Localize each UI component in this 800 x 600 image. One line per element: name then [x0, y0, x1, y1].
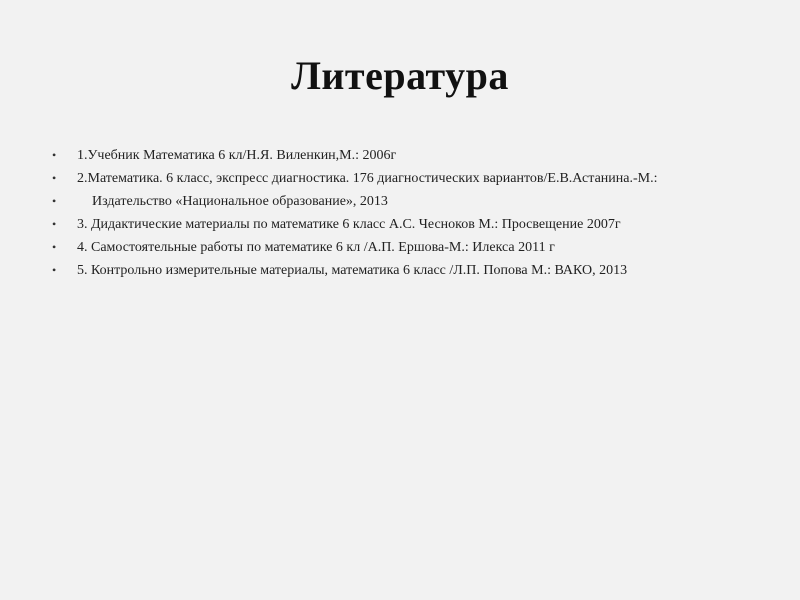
- bullet-icon: •: [52, 217, 57, 231]
- list-item-text: Издательство «Национальное образование», 2013: [92, 194, 388, 209]
- bullet-icon: •: [52, 171, 57, 185]
- bullet-icon: •: [52, 148, 57, 162]
- list-item: [52, 190, 772, 213]
- bullet-icon: •: [52, 240, 57, 254]
- bullet-icon: •: [52, 194, 57, 208]
- list-item-text: 2.Математика. 6 класс, экспресс диагностика. 176 диагностических вариантов/Е.В.Астанина.-М.:: [77, 171, 658, 186]
- list-item-text: 4. Самостоятельные работы по математике 6 кл /А.П. Ершова-М.: Илекса 2011 г: [77, 240, 555, 255]
- list-item-text: 3. Дидактические материалы по математике 6 класс А.С. Чесноков М.: Просвещение 2007г: [77, 217, 621, 232]
- list-item: [52, 236, 772, 259]
- slide-title: Литература: [291, 53, 509, 98]
- reference-list: [52, 144, 772, 282]
- list-item: [52, 167, 772, 190]
- bullet-icon: •: [52, 263, 57, 277]
- list-item-text: 1.Учебник Математика 6 кл/Н.Я. Виленкин,М.: 2006г: [77, 148, 397, 163]
- list-item-text: 5. Контрольно измерительные материалы, математика 6 класс /Л.П. Попова М.: ВАКО, 2013: [77, 263, 628, 278]
- list-item: [52, 213, 772, 236]
- list-item: [52, 259, 772, 282]
- list-item: [52, 144, 772, 167]
